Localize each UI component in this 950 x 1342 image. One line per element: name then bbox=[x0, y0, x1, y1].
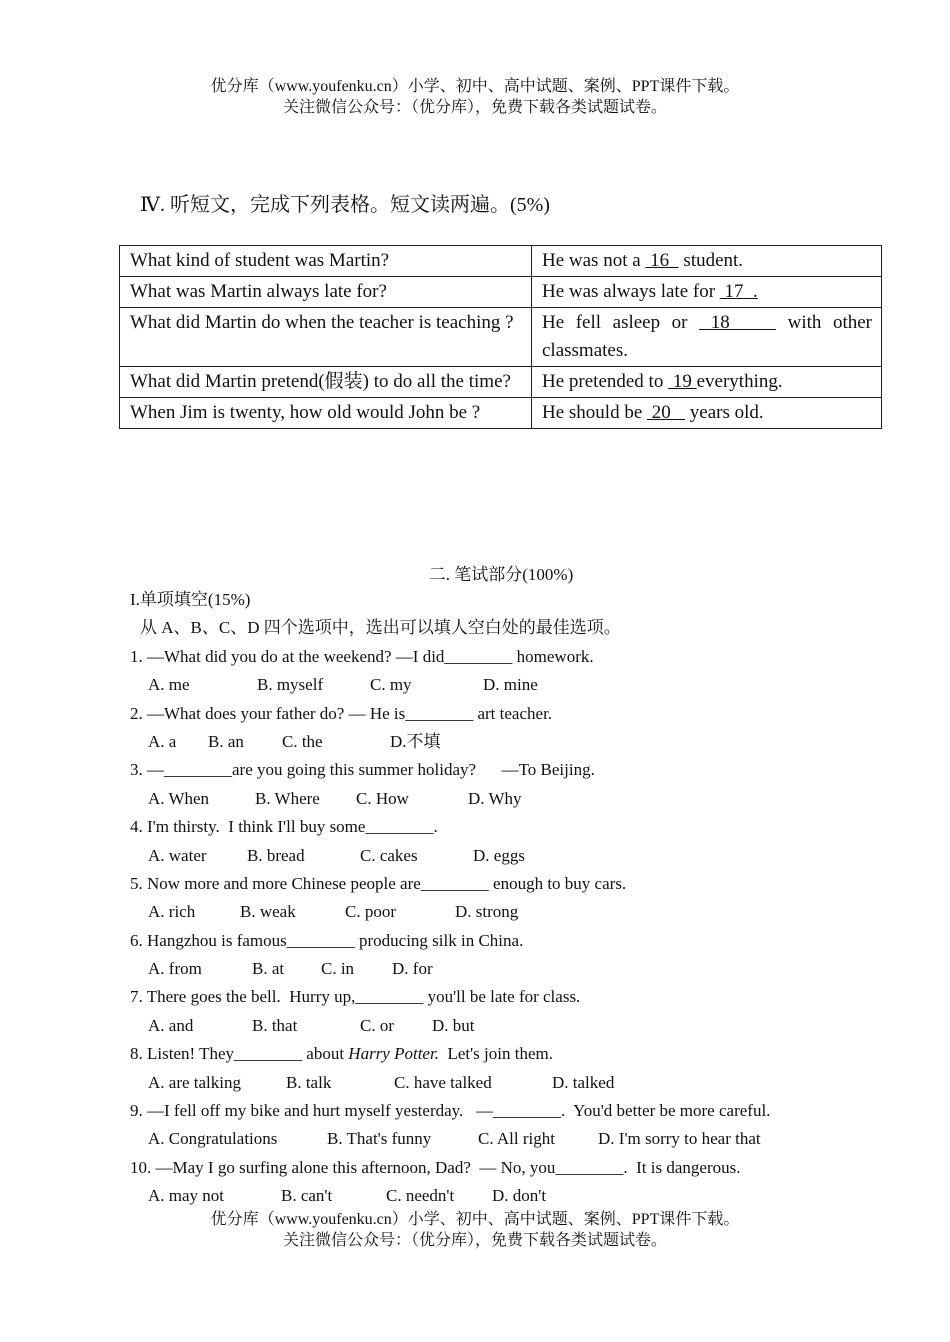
table-row bbox=[120, 277, 882, 308]
section-title: I.单项填空(15%) bbox=[130, 590, 251, 609]
multiple-choice-section bbox=[130, 586, 770, 1211]
option: B. can't bbox=[281, 1186, 333, 1206]
question-options bbox=[130, 955, 770, 983]
option: D. strong bbox=[455, 902, 519, 922]
answer-text: student. bbox=[678, 250, 744, 271]
page-header bbox=[0, 76, 950, 118]
question-options bbox=[130, 728, 770, 756]
option: A. from bbox=[148, 959, 202, 979]
question-stem: 3. —________are you going this summer holiday? —To Beijing. bbox=[130, 760, 595, 780]
answer-text: He was always late for bbox=[542, 281, 720, 302]
question-options bbox=[130, 898, 770, 926]
option: D. eggs bbox=[473, 845, 525, 865]
table-row bbox=[120, 246, 882, 277]
option: C. All right bbox=[478, 1129, 555, 1149]
question-options bbox=[130, 671, 770, 699]
option: A. and bbox=[148, 1015, 194, 1035]
option: C. poor bbox=[345, 902, 396, 922]
option: D. for bbox=[392, 959, 433, 979]
answer-cell bbox=[532, 308, 882, 367]
answer-blank: 17 . bbox=[719, 281, 758, 302]
option: C. in bbox=[321, 959, 355, 979]
question-cell: When Jim is twenty, how old would John be ? bbox=[120, 398, 532, 429]
option: A. Congratulations bbox=[148, 1129, 278, 1149]
option: B. bread bbox=[247, 845, 305, 865]
table-row bbox=[120, 398, 882, 429]
question-options bbox=[130, 1012, 770, 1040]
option: B. Where bbox=[255, 788, 320, 808]
answer-cell bbox=[532, 277, 882, 308]
question-stem-title: Harry Potter. bbox=[348, 1044, 439, 1064]
answer-cell bbox=[532, 367, 882, 398]
answer-text: He fell asleep or bbox=[542, 312, 700, 333]
question-stem: 7. There goes the bell. Hurry up,________ you'll be late for class. bbox=[130, 987, 581, 1007]
question-stem-text: 8. Listen! They________ about bbox=[130, 1044, 349, 1064]
option: A. water bbox=[148, 845, 207, 865]
option: B. weak bbox=[240, 902, 296, 922]
question-options bbox=[130, 1125, 770, 1153]
question-cell: What kind of student was Martin? bbox=[120, 246, 532, 277]
option: A. When bbox=[148, 788, 210, 808]
option: D. don't bbox=[492, 1186, 547, 1206]
answer-text: with other classmates. bbox=[542, 312, 872, 361]
option: B. an bbox=[208, 731, 244, 751]
answer-blank: 19 bbox=[668, 371, 697, 392]
question-stem-text: Let's join them. bbox=[438, 1044, 553, 1064]
option: B. at bbox=[252, 959, 285, 979]
option: D. Why bbox=[468, 788, 522, 808]
option: B. myself bbox=[257, 675, 324, 695]
header-line-2: 关注微信公众号：（优分库），免费下载各类试题试卷。 bbox=[282, 99, 667, 116]
header-line-1: 优分库（www.youfenku.cn）小学、初中、高中试题、案例、PPT课件下载。 bbox=[210, 78, 740, 95]
option: D. I'm sorry to hear that bbox=[598, 1129, 761, 1149]
option: C. the bbox=[282, 731, 323, 751]
page-footer bbox=[0, 1209, 950, 1251]
question-cell: What did Martin do when the teacher is teaching ? bbox=[120, 308, 532, 367]
part-2-title: 二. 笔试部分(100%) bbox=[428, 565, 574, 584]
answer-text: everything. bbox=[696, 371, 783, 392]
question-options bbox=[130, 1182, 770, 1210]
instruction: 从 A、B、C、D 四个选项中，选出可以填人空白处的最佳选项。 bbox=[140, 618, 621, 638]
answer-cell bbox=[532, 246, 882, 277]
section-4-title: Ⅳ. 听短文，完成下列表格。短文读两遍。(5%) bbox=[140, 194, 550, 216]
option: A. a bbox=[148, 731, 177, 751]
footer-line-2: 关注微信公众号：（优分库），免费下载各类试题试卷。 bbox=[282, 1232, 667, 1249]
option: A. me bbox=[148, 675, 190, 695]
answer-blank: 18 bbox=[699, 312, 777, 333]
question-stem: 6. Hangzhou is famous________ producing silk in China. bbox=[130, 930, 524, 950]
listening-table bbox=[119, 245, 882, 429]
question-stem: 10. —May I go surfing alone this afternoon, Dad? — No, you________. It is dangerous. bbox=[130, 1157, 741, 1177]
answer-text: years old. bbox=[685, 402, 764, 423]
option: C. needn't bbox=[386, 1186, 455, 1206]
question-stem: 4. I'm thirsty. I think I'll buy some________. bbox=[130, 817, 438, 837]
question-options bbox=[130, 1069, 770, 1097]
option: D. mine bbox=[483, 675, 538, 695]
table-row bbox=[120, 308, 882, 367]
answer-blank: 16 bbox=[645, 250, 679, 271]
answer-text: He should be bbox=[542, 402, 648, 423]
option: C. or bbox=[360, 1015, 394, 1035]
answer-text: He pretended to bbox=[542, 371, 669, 392]
option: A. may not bbox=[148, 1186, 225, 1206]
option: B. That's funny bbox=[327, 1129, 432, 1149]
question-options bbox=[130, 785, 770, 813]
option: C. How bbox=[356, 788, 409, 808]
option: A. rich bbox=[148, 902, 196, 922]
option: D.不填 bbox=[390, 731, 441, 751]
question-stem: 5. Now more and more Chinese people are________ enough to buy cars. bbox=[130, 873, 627, 893]
option: B. that bbox=[252, 1015, 298, 1035]
option: C. cakes bbox=[360, 845, 418, 865]
answer-cell bbox=[532, 398, 882, 429]
option: A. are talking bbox=[148, 1072, 241, 1092]
answer-text: He was not a bbox=[542, 250, 646, 271]
question-stem bbox=[130, 1040, 770, 1068]
option: D. talked bbox=[552, 1072, 615, 1092]
option: B. talk bbox=[286, 1072, 332, 1092]
answer-blank: 20 bbox=[647, 402, 686, 423]
option: D. but bbox=[432, 1015, 475, 1035]
question-options bbox=[130, 842, 770, 870]
option: C. my bbox=[370, 675, 412, 695]
footer-line-1: 优分库（www.youfenku.cn）小学、初中、高中试题、案例、PPT课件下载。 bbox=[210, 1211, 740, 1228]
option: C. have talked bbox=[394, 1072, 492, 1092]
question-stem: 2. —What does your father do? — He is________ art teacher. bbox=[130, 703, 553, 723]
question-cell: What was Martin always late for? bbox=[120, 277, 532, 308]
question-stem: 9. —I fell off my bike and hurt myself yesterday. —________. You'd better be more careful. bbox=[130, 1101, 771, 1121]
question-cell: What did Martin pretend(假装) to do all the time? bbox=[120, 367, 532, 398]
question-stem: 1. —What did you do at the weekend? —I did________ homework. bbox=[130, 646, 594, 666]
table-row bbox=[120, 367, 882, 398]
